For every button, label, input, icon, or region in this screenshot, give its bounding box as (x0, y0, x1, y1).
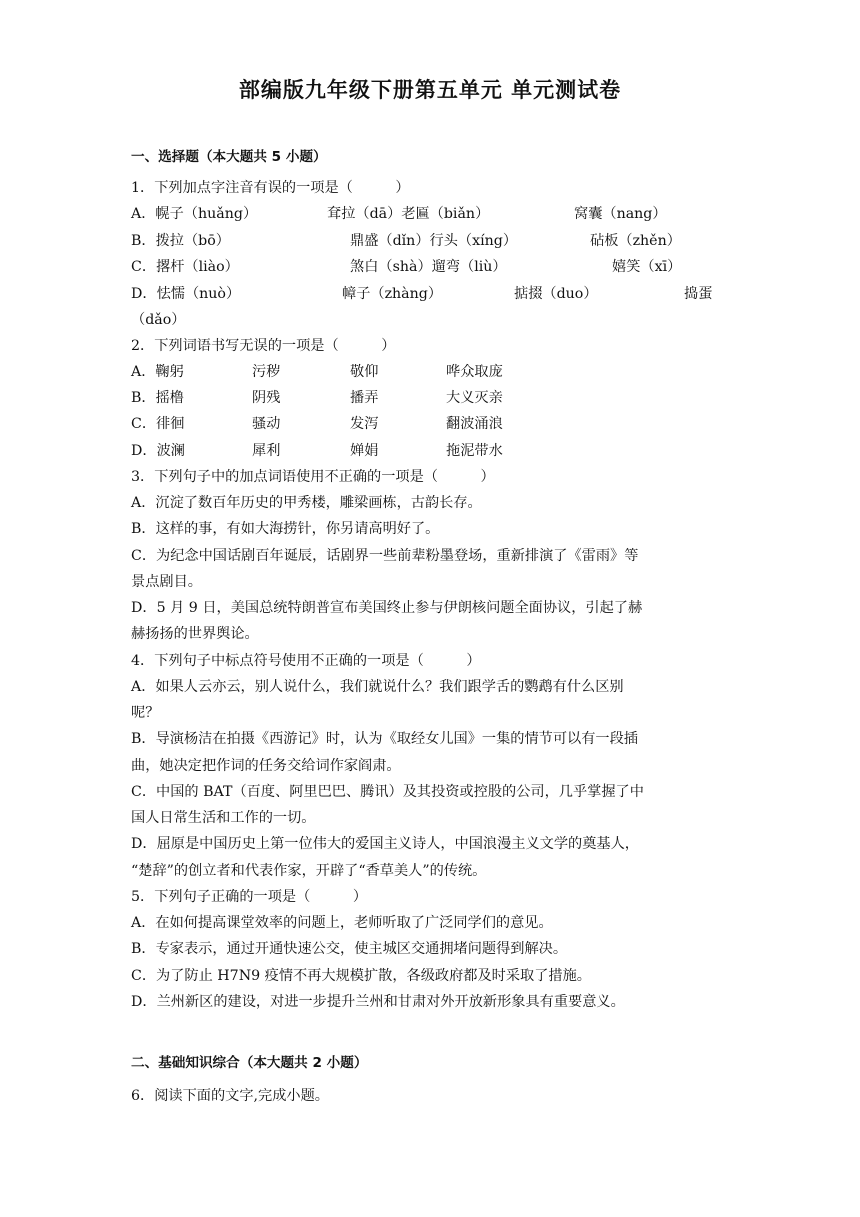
q2-c-4: 翻波涌浪 (446, 416, 503, 432)
q1-option-b-2: 鼎盛（dǐn）行头（xíng） (350, 233, 518, 249)
q1-option-d-2: 幛子（zhàng） (342, 286, 443, 302)
q1-option-d-1: D．怯懦（nuò） (131, 286, 241, 302)
q4-option-b-line2: 曲，她决定把作词的任务交给词作家阎肃。 (131, 758, 401, 774)
q5-option-d: D．兰州新区的建设，对进一步提升兰州和甘肃对外开放新形象具有重要意义。 (131, 994, 625, 1010)
q2-a-4: 哗众取庞 (446, 364, 503, 380)
q2-d-1: D．波澜 (131, 443, 185, 459)
q2-b-2: 阴残 (252, 390, 281, 406)
q1-option-a-3: 窝囊（nang） (574, 206, 667, 222)
q2-c-2: 骚动 (252, 416, 281, 432)
question-6-stem: 6．阅读下面的文字,完成小题。 (131, 1088, 329, 1104)
q5-option-a: A．在如何提高课堂效率的问题上，老师听取了广泛同学们的意见。 (131, 915, 553, 931)
q1-option-d-3: 掂掇（duo） (514, 286, 598, 302)
q2-a-1: A．鞠躬 (131, 364, 184, 380)
q5-option-c: C．为了防止 H7N9 疫情不再大规模扩散，各级政府都及时采取了措施。 (131, 968, 591, 984)
q1-option-b-1: B．拨拉（bō） (131, 233, 230, 249)
q2-b-3: 播弄 (350, 390, 379, 406)
q2-c-3: 发泻 (350, 416, 379, 432)
q3-option-d-line2: 赫扬扬的世界舆论。 (131, 626, 259, 642)
q5-option-b: B．专家表示，通过开通快速公交，使主城区交通拥堵问题得到解决。 (131, 941, 568, 957)
q1-option-d-4: 捣蛋 (684, 286, 713, 302)
q2-d-4: 拖泥带水 (446, 443, 503, 459)
q2-b-1: B．摇橹 (131, 390, 184, 406)
q3-option-c-line2: 景点剧目。 (131, 574, 202, 590)
q2-d-2: 犀利 (252, 443, 281, 459)
q1-option-d-cont: （dǎo） (131, 312, 186, 328)
question-4-stem: 4．下列句子中标点符号使用不正确的一项是（ ） (131, 653, 481, 669)
question-2-stem: 2．下列词语书写无误的一项是（ ） (131, 338, 396, 354)
q1-option-c-1: C．撂杆（liào） (131, 259, 239, 275)
question-3-stem: 3．下列句子中的加点词语使用不正确的一项是（ ） (131, 469, 495, 485)
q2-b-4: 大义灭亲 (446, 390, 503, 406)
q1-option-c-2: 煞白（shà）遛弯（liù） (350, 259, 507, 275)
q4-option-a-line2: 呢？ (131, 705, 160, 721)
q4-option-c-line2: 国人日常生活和工作的一切。 (131, 810, 316, 826)
q4-option-a-line1: A．如果人云亦云，别人说什么，我们就说什么？我们跟学舌的鹦鹉有什么区别 (131, 679, 624, 695)
q1-option-c-3: 嬉笑（xī） (612, 259, 682, 275)
q4-option-b-line1: B．导演杨洁在拍摄《西游记》时，认为《取经女儿国》一集的情节可以有一段插 (131, 731, 638, 747)
q3-option-c-line1: C．为纪念中国话剧百年诞辰，话剧界一些前辈粉墨登场，重新排演了《雷雨》等 (131, 548, 639, 564)
section-heading-basics: 二、基础知识综合（本大题共 2 小题） (131, 1055, 368, 1071)
q4-option-c-line1: C．中国的 BAT（百度、阿里巴巴、腾讯）及其投资或控股的公司，几乎掌握了中 (131, 784, 644, 800)
q4-option-d-line2: “楚辞”的创立者和代表作家，开辟了“香草美人”的传统。 (131, 863, 487, 879)
q3-option-a: A．沉淀了数百年历史的甲秀楼，雕梁画栋，古韵长存。 (131, 495, 482, 511)
page-title: 部编版九年级下册第五单元 单元测试卷 (238, 78, 622, 102)
q2-a-2: 污秽 (252, 364, 281, 380)
q2-c-1: C．徘徊 (131, 416, 185, 432)
question-1-stem: 1．下列加点字注音有误的一项是（ ） (131, 180, 410, 196)
q1-option-b-3: 砧板（zhěn） (590, 233, 681, 249)
q2-a-3: 敬仰 (350, 364, 379, 380)
q1-option-a-1: A．幌子（huǎng） (131, 206, 258, 222)
q1-option-a-2: 耷拉（dā）老匾（biǎn） (327, 206, 490, 222)
section-heading-choice: 一、选择题（本大题共 5 小题） (131, 149, 327, 165)
q3-option-d-line1: D．5 月 9 日，美国总统特朗普宣布美国终止参与伊朗核问题全面协议，引起了赫 (131, 600, 643, 616)
q3-option-b: B．这样的事，有如大海捞针，你另请高明好了。 (131, 521, 440, 537)
q2-d-3: 婵娟 (350, 443, 379, 459)
q4-option-d-line1: D．屈原是中国历史上第一位伟大的爱国主义诗人，中国浪漫主义文学的奠基人， (131, 836, 639, 852)
question-5-stem: 5．下列句子正确的一项是（ ） (131, 889, 368, 905)
